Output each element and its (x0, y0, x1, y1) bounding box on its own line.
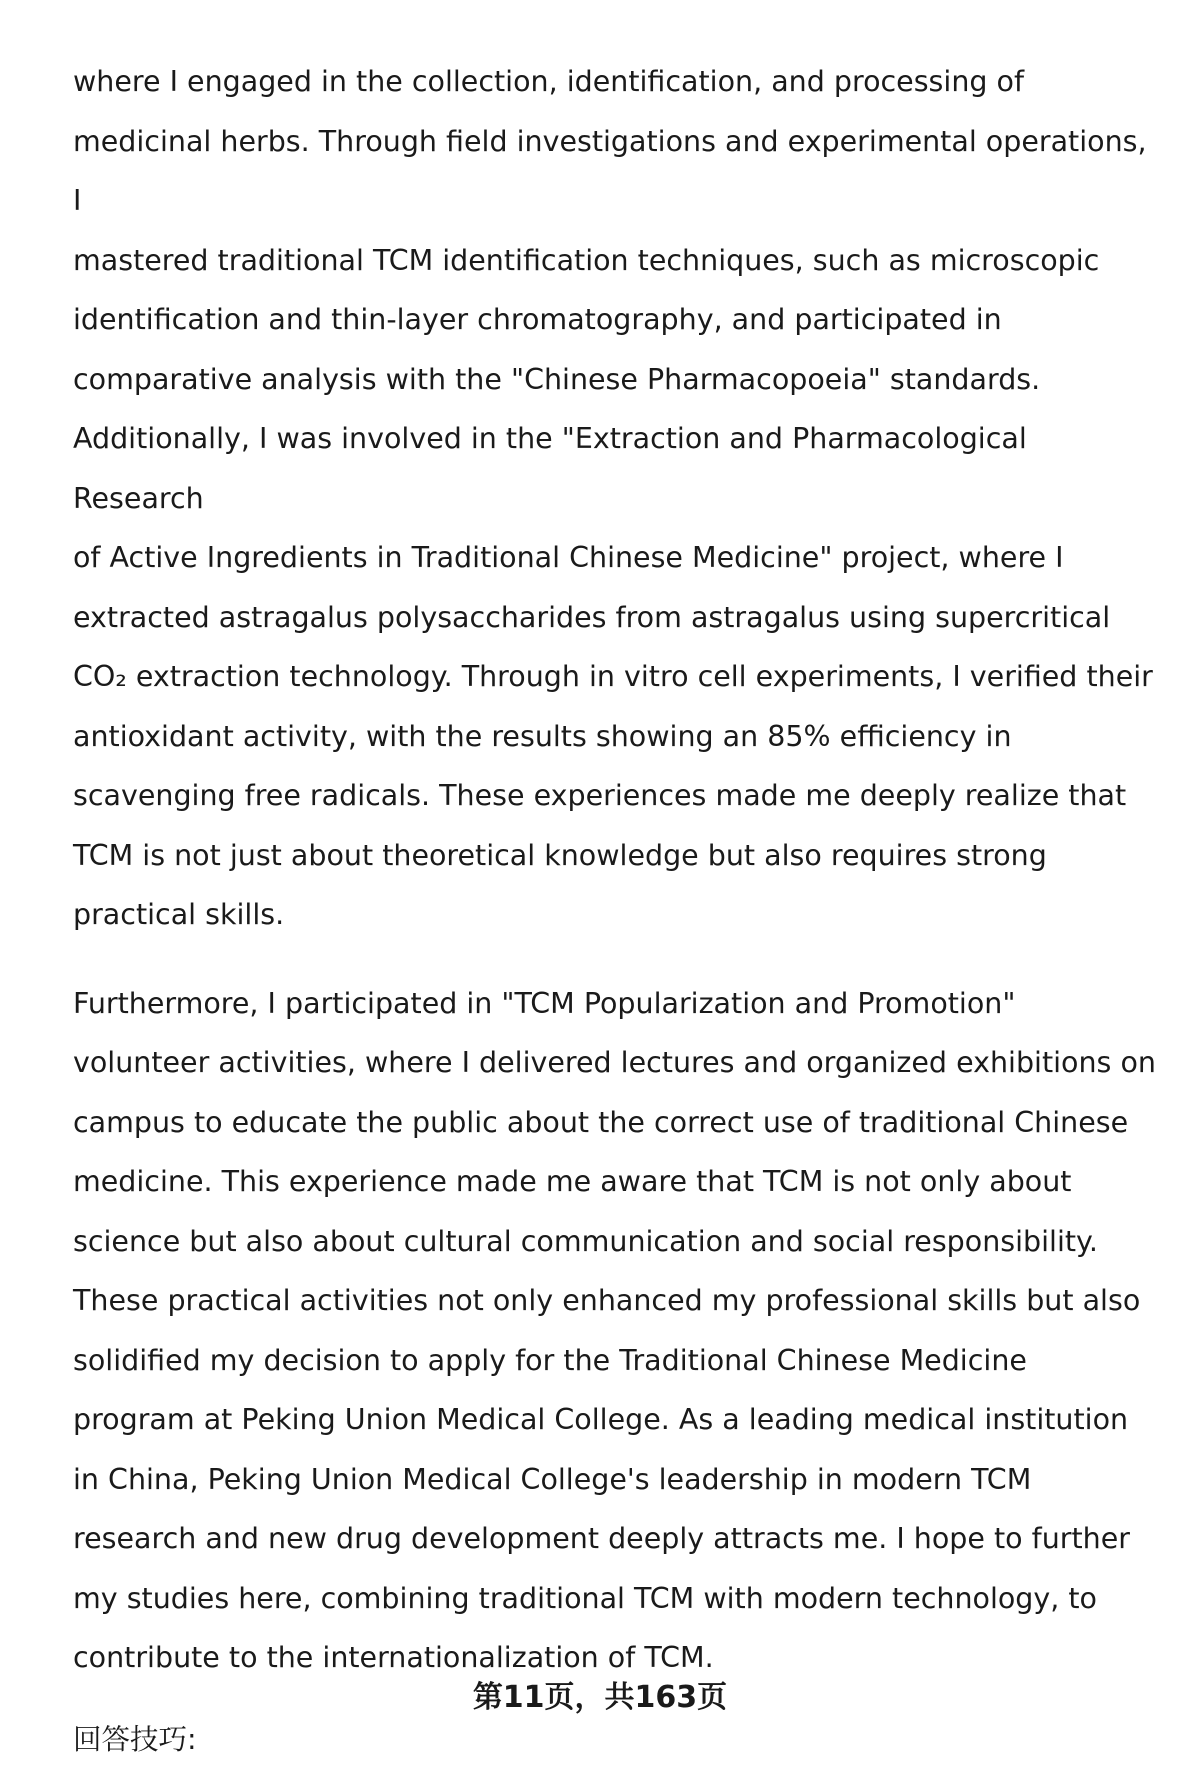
answer-tips-label: 回答技巧: (73, 1710, 1158, 1769)
document-body (73, 52, 1158, 1769)
body-paragraph-1: where I engaged in the collection, identification, and processing of medicinal herbs. Through field investigations and experimental operations, I mastered traditional TCM identification techniques, such as microscopic identification and thin-layer chromatography, and participated in comparative analysis with the "Chinese Pharmacopoeia" standards. Additionally, I was involved in the "Extraction and Pharmacological Research of Active Ingredients in Traditional Chinese Medicine" project, where I extracted astragalus polysaccharides from astragalus using supercritical CO₂ extraction technology. Through in vitro cell experiments, I verified their antioxidant activity, with the results showing an 85% efficiency in scavenging free radicals. These experiences made me deeply realize that TCM is not just about theoretical knowledge but also requires strong practical skills. (73, 52, 1158, 945)
body-paragraph-2: Furthermore, I participated in "TCM Popularization and Promotion" volunteer activities, where I delivered lectures and organized exhibitions on campus to educate the public about the correct use of traditional Chinese medicine. This experience made me aware that TCM is not only about science but also about cultural communication and social responsibility. These practical activities not only enhanced my professional skills but also solidified my decision to apply for the Traditional Chinese Medicine program at Peking Union Medical College. As a leading medical institution in China, Peking Union Medical College's leadership in modern TCM research and new drug development deeply attracts me. I hope to further my studies here, combining traditional TCM with modern technology, to contribute to the internationalization of TCM. (73, 974, 1158, 1688)
page-number-footer: 第11页，共163页 (0, 1672, 1200, 1716)
